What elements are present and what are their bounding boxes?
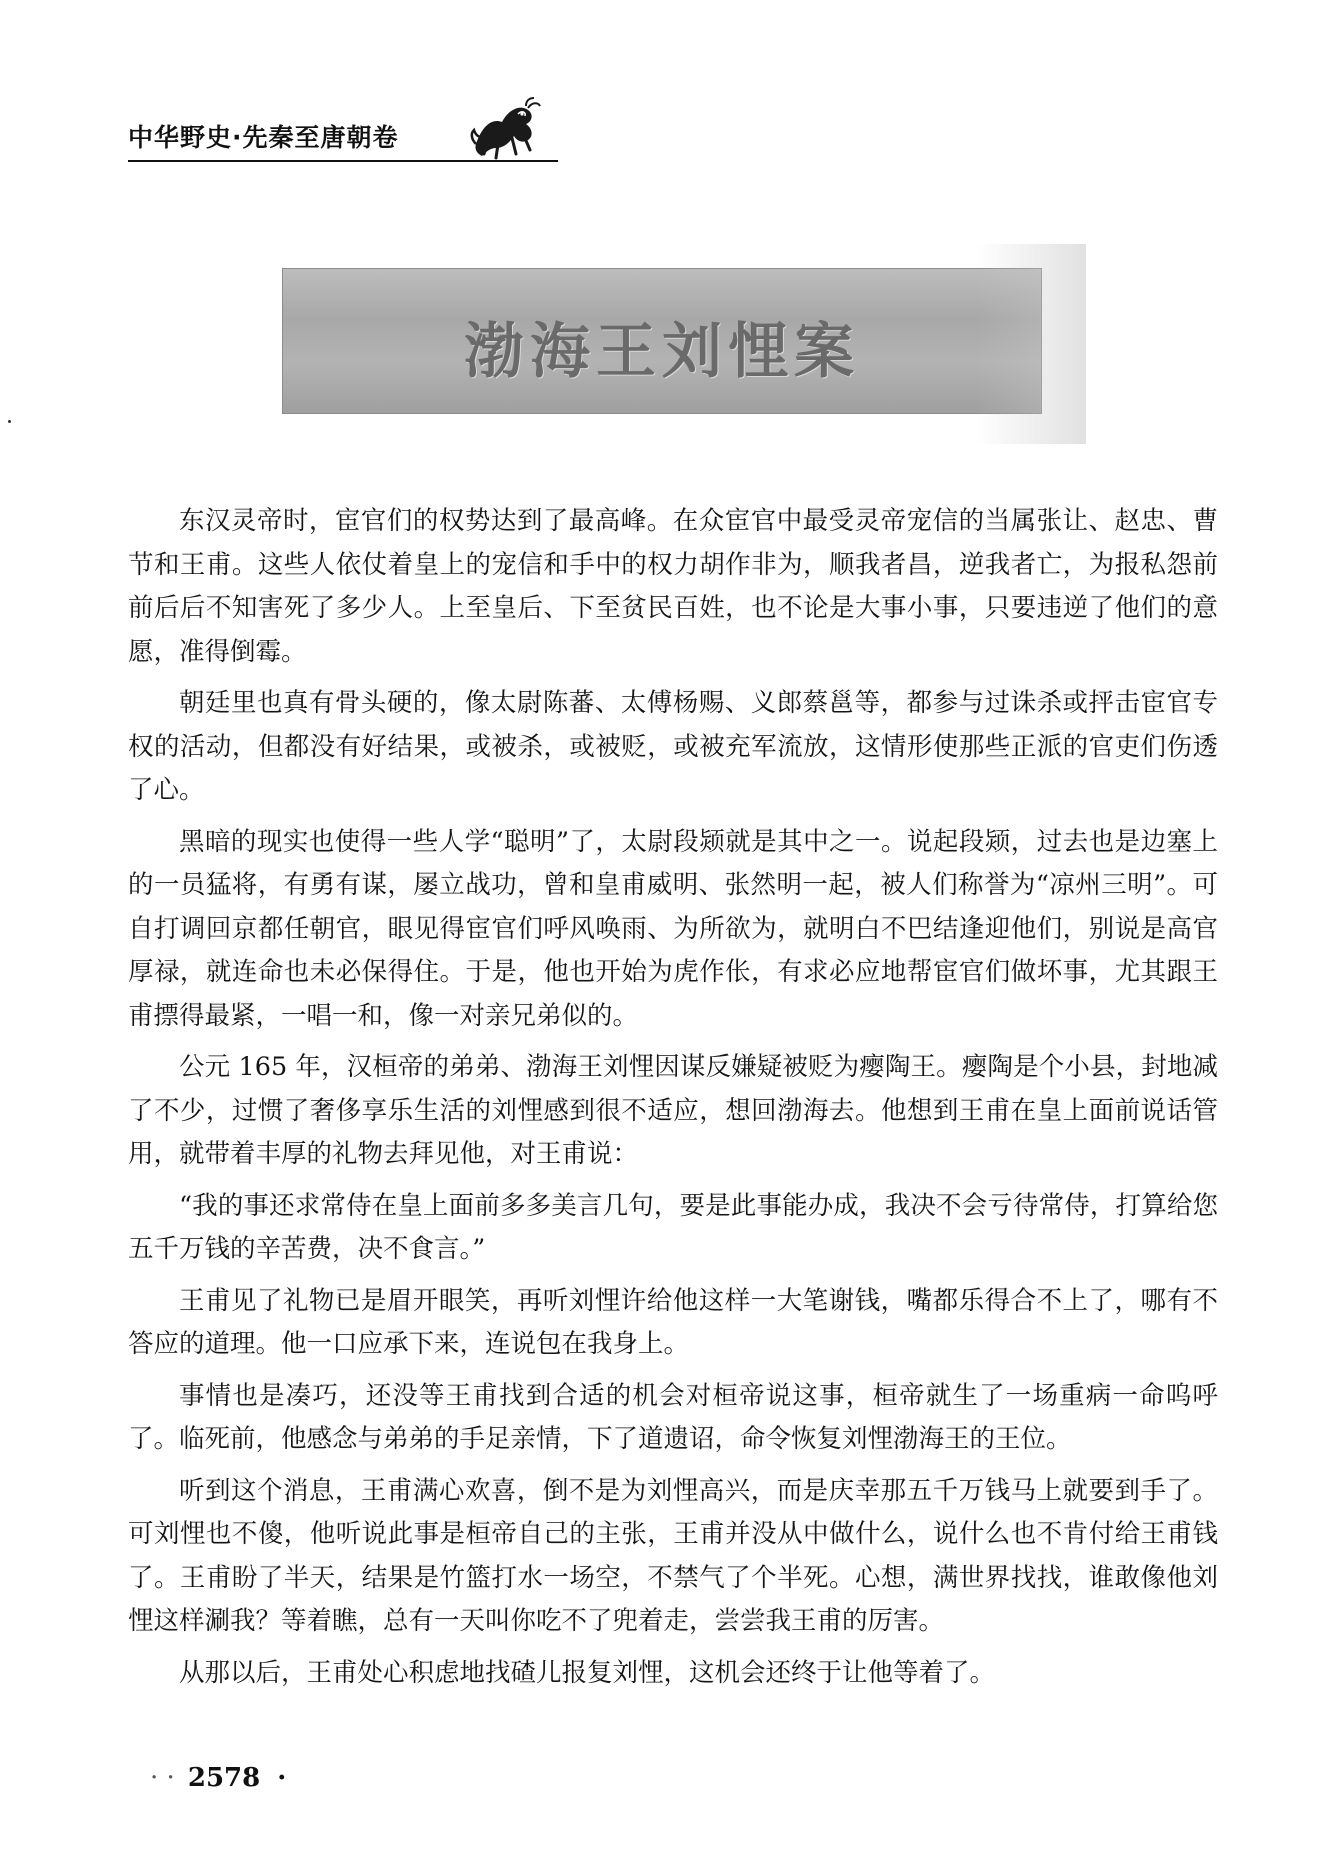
page-number-leader: · · (150, 1763, 175, 1793)
paragraph: 事情也是凑巧，还没等王甫找到合适的机会对桓帝说这事，桓帝就生了一场重病一命呜呼了。临死前，他感念与弟弟的手足亲情，下了道遗诏，命令恢复刘悝渤海王的王位。 (128, 1380, 1218, 1454)
page-number-trailer: · (277, 1763, 287, 1793)
body-text (128, 500, 1218, 1703)
page-number-value: 2578 (187, 1763, 261, 1793)
chapter-title-banner (282, 268, 1042, 414)
paragraph: “我的事还求常侍在皇上面前多多美言几句，要是此事能办成，我决不会亏待常侍，打算给您五千万钱的辛苦费，决不食言。” (128, 1190, 1218, 1264)
paragraph: 东汉灵帝时，宦官们的权势达到了最高峰。在众宦官中最受灵帝宠信的当属张让、赵忠、曹节和王甫。这些人依仗着皇上的宠信和手中的权力胡作非为，顺我者昌，逆我者亡，为报私怨前前后后不知害死了多少人。上至皇后、下至贫民百姓，也不论是大事小事，只要违逆了他们的意愿，准得倒霉。 (128, 506, 1218, 667)
paragraph: 听到这个消息，王甫满心欢喜，倒不是为刘悝高兴，而是庆幸那五千万钱马上就要到手了。可刘悝也不傻，他听说此事是桓帝自己的主张，王甫并没从中做什么，说什么也不肯付给王甫钱了。王甫盼了半天，结果是竹篮打水一场空，不禁气了个半死。心想，满世界找找，谁敢像他刘悝这样涮我？等着瞧，总有一天叫你吃不了兜着走，尝尝我王甫的厉害。 (128, 1475, 1218, 1636)
paragraph: 从那以后，王甫处心积虑地找碴儿报复刘悝，这机会还终于让他等着了。 (179, 1657, 996, 1688)
scan-speck (8, 420, 11, 423)
paragraph: 公元 165 年，汉桓帝的弟弟、渤海王刘悝因谋反嫌疑被贬为瘿陶王。瘿陶是个小县，封地减了不少，过惯了奢侈享乐生活的刘悝感到很不适应，想回渤海去。他想到王甫在皇上面前说话管用，就带着丰厚的礼物去拜见他，对王甫说： (128, 1052, 1218, 1169)
paragraph: 王甫见了礼物已是眉开眼笑，再听刘悝许给他这样一大笔谢钱，嘴都乐得合不上了，哪有不答应的道理。他一口应承下来，连说包在我身上。 (128, 1285, 1218, 1359)
paragraph: 黑暗的现实也使得一些人学“聪明”了，太尉段颎就是其中之一。说起段颎，过去也是边塞上的一员猛将，有勇有谋，屡立战功，曾和皇甫威明、张然明一起，被人们称誉为“凉州三明”。可自打调回京都任朝官，眼见得宦官们呼风唤雨、为所欲为，就明白不巴结逢迎他们，别说是高官厚禄，就连命也未必保得住。于是，他也开始为虎作伥，有求必应地帮宦官们做坏事，尤其跟王甫摽得最紧，一唱一和，像一对亲兄弟似的。 (128, 826, 1218, 1031)
paragraph: 朝廷里也真有骨头硬的，像太尉陈蕃、太傅杨赐、义郎蔡邕等，都参与过诛杀或抨击宦官专权的活动，但都没有好结果，或被杀，或被贬，或被充军流放，这情形使那些正派的官吏们伤透了心。 (128, 688, 1218, 805)
dragon-emblem-icon (468, 96, 542, 162)
book-title: 中华野史·先秦至唐朝卷 (128, 123, 399, 152)
chapter-title: 渤海王刘悝案 (464, 317, 860, 387)
page-number (150, 1763, 286, 1793)
